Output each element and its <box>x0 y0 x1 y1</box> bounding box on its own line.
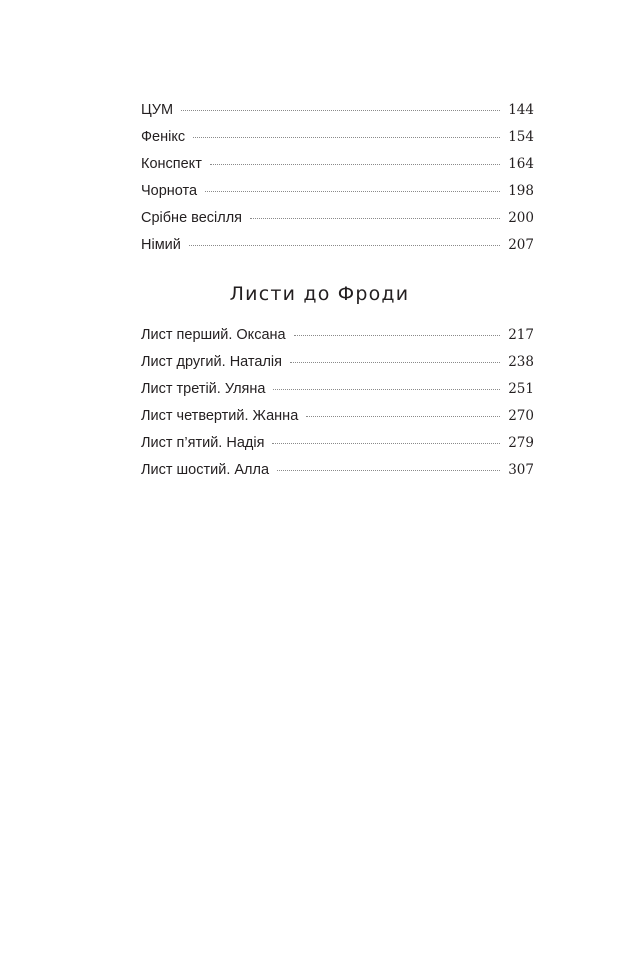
toc-entry-page: 154 <box>508 129 534 145</box>
toc-entry-page: 238 <box>508 354 534 370</box>
toc-entry-page: 279 <box>508 435 534 451</box>
table-of-contents-part-one <box>141 97 534 259</box>
toc-entry <box>141 178 534 205</box>
toc-entry-page: 144 <box>508 102 534 118</box>
toc-entry-page: 217 <box>508 327 534 343</box>
dot-leader <box>272 442 500 444</box>
toc-entry-page: 200 <box>508 210 534 226</box>
toc-entry-page: 198 <box>508 183 534 199</box>
dot-leader <box>277 469 500 471</box>
toc-entry-title: Лист шостий. Алла <box>141 462 270 478</box>
toc-entry <box>141 403 534 430</box>
toc-entry-title: Фенікс <box>141 129 186 145</box>
toc-entry-title: Лист п’ятий. Надія <box>141 435 265 451</box>
toc-entry-title: Лист перший. Оксана <box>141 327 286 343</box>
section-heading: Листи до Фроди <box>229 283 410 305</box>
toc-entry-title: Конспект <box>141 156 202 172</box>
toc-entry <box>141 124 534 151</box>
toc-entry-page: 164 <box>508 156 534 172</box>
toc-entry <box>141 205 534 232</box>
toc-entry-title: Срібне весілля <box>141 210 243 226</box>
toc-entry-page: 207 <box>508 237 534 253</box>
dot-leader <box>193 136 500 138</box>
dot-leader <box>294 334 500 336</box>
toc-entry <box>141 151 534 178</box>
toc-entry-title: ЦУМ <box>141 102 174 118</box>
toc-entry <box>141 457 534 484</box>
toc-entry <box>141 232 534 259</box>
dot-leader <box>181 109 500 111</box>
toc-entry-page: 270 <box>508 408 534 424</box>
toc-entry-title: Чорнота <box>141 183 198 199</box>
toc-entry <box>141 349 534 376</box>
dot-leader <box>273 388 500 390</box>
dot-leader <box>189 244 500 246</box>
toc-entry-title: Німий <box>141 237 181 253</box>
dot-leader <box>250 217 500 219</box>
toc-entry <box>141 322 534 349</box>
toc-entry-title: Лист четвертий. Жанна <box>141 408 299 424</box>
toc-entry <box>141 430 534 457</box>
toc-entry <box>141 97 534 124</box>
table-of-contents-part-two <box>141 322 534 484</box>
toc-entry <box>141 376 534 403</box>
dot-leader <box>290 361 500 363</box>
toc-entry-page: 251 <box>508 381 534 397</box>
dot-leader <box>306 415 500 417</box>
dot-leader <box>205 190 500 192</box>
dot-leader <box>210 163 500 165</box>
toc-entry-page: 307 <box>508 462 534 478</box>
toc-entry-title: Лист третій. Уляна <box>141 381 266 397</box>
toc-entry-title: Лист другий. Наталія <box>141 354 282 370</box>
